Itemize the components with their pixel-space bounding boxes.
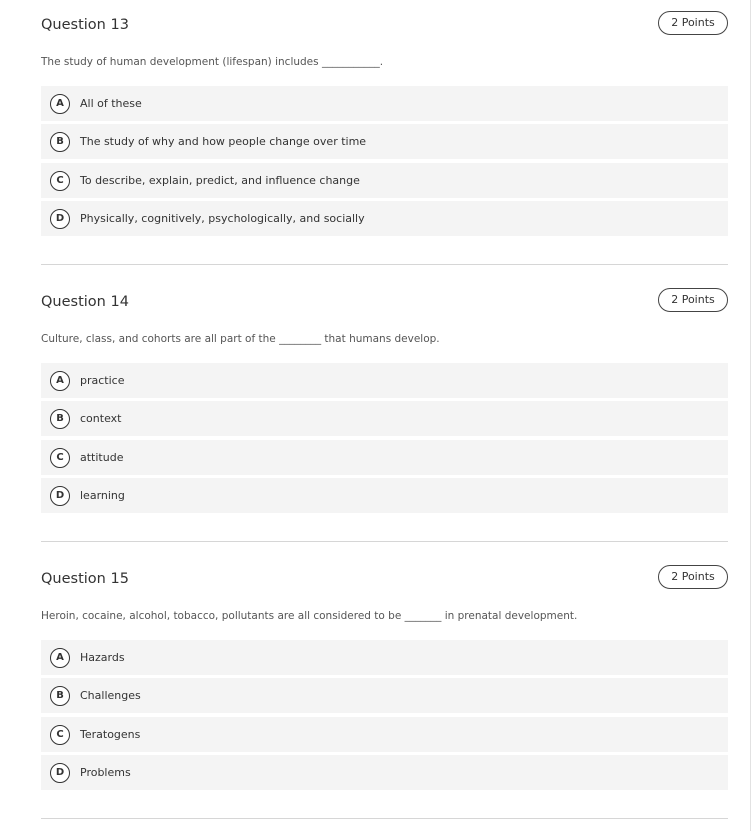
choice-label: practice (80, 374, 125, 387)
choice-c[interactable] (41, 717, 728, 752)
choice-label: To describe, explain, predict, and influence change (80, 174, 360, 187)
choice-b[interactable] (41, 401, 728, 436)
choice-letter-badge: C (50, 448, 70, 468)
choice-label: Challenges (80, 689, 141, 702)
choice-a[interactable] (41, 640, 728, 675)
points-badge: 2 Points (658, 288, 728, 312)
choice-letter-badge: B (50, 132, 70, 152)
section-divider (41, 818, 728, 819)
choice-c[interactable] (41, 163, 728, 198)
choice-d[interactable] (41, 478, 728, 513)
choice-label: attitude (80, 451, 124, 464)
choice-d[interactable] (41, 201, 728, 236)
question-prompt: Heroin, cocaine, alcohol, tobacco, pollutants are all considered to be _______ in prenatal development. (41, 610, 578, 622)
section-divider (41, 264, 728, 265)
choice-c[interactable] (41, 440, 728, 475)
choice-b[interactable] (41, 124, 728, 159)
question-prompt: Culture, class, and cohorts are all part of the ________ that humans develop. (41, 333, 440, 345)
choice-letter-badge: B (50, 686, 70, 706)
choice-letter-badge: D (50, 486, 70, 506)
question-title: Question 13 (41, 17, 129, 33)
question-title: Question 15 (41, 571, 129, 587)
question-title: Question 14 (41, 294, 129, 310)
choice-a[interactable] (41, 363, 728, 398)
choice-letter-badge: A (50, 648, 70, 668)
question-prompt: The study of human development (lifespan) includes ___________. (41, 56, 384, 68)
choice-letter-badge: C (50, 725, 70, 745)
points-badge: 2 Points (658, 565, 728, 589)
choice-label: Physically, cognitively, psychologically, and socially (80, 212, 365, 225)
choice-d[interactable] (41, 755, 728, 790)
choice-label: learning (80, 489, 125, 502)
choice-label: Hazards (80, 651, 125, 664)
section-divider (41, 541, 728, 542)
choice-letter-badge: A (50, 94, 70, 114)
choice-letter-badge: B (50, 409, 70, 429)
choice-letter-badge: D (50, 209, 70, 229)
choice-letter-badge: D (50, 763, 70, 783)
points-badge: 2 Points (658, 11, 728, 35)
choice-b[interactable] (41, 678, 728, 713)
choice-label: Problems (80, 766, 131, 779)
page-edge-rule (750, 0, 751, 831)
choice-label: The study of why and how people change over time (80, 135, 367, 148)
choice-label: Teratogens (80, 728, 141, 741)
choice-letter-badge: C (50, 171, 70, 191)
choice-letter-badge: A (50, 371, 70, 391)
choice-label: context (80, 412, 122, 425)
choice-label: All of these (80, 97, 142, 110)
choice-a[interactable] (41, 86, 728, 121)
